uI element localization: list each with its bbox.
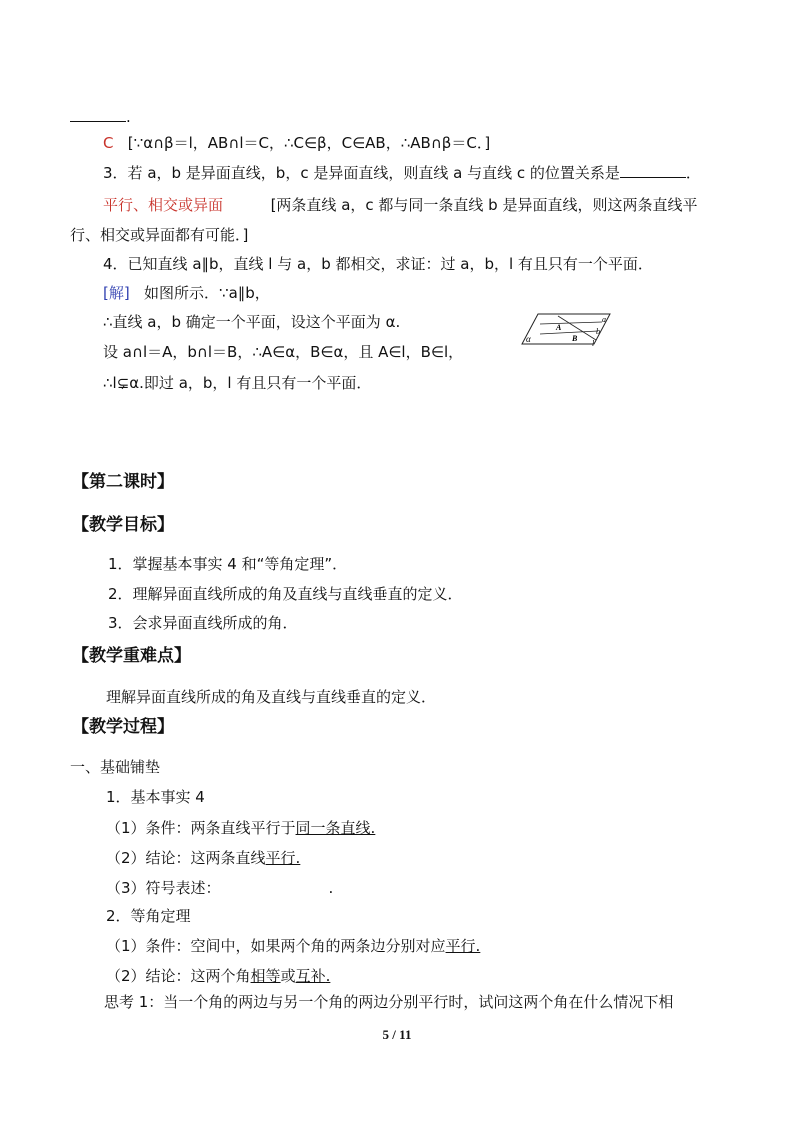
theorem-conclusion: （2）结论：这两个角相等或互补.: [106, 967, 331, 985]
q4-sol-1: [解] 如图所示．∵a∥b，: [103, 284, 270, 302]
key-text: 理解异面直线所成的角及直线与直线垂直的定义．: [106, 688, 437, 706]
plane-figure: [520, 310, 612, 348]
label-l: l: [592, 339, 595, 348]
q3-answer: 平行、相交或异面: [103, 196, 224, 214]
think-1: 思考 1：当一个角的两边与另一个角的两边分别平行时，试问这两个角在什么情况下相: [104, 993, 674, 1011]
q3-question: 3．若 a，b 是异面直线，b，c 是异面直线，则直线 a 与直线 c 的位置关系是 ．: [103, 164, 701, 182]
q4-sol-2: ∴直线 a，b 确定一个平面，设这个平面为 α.: [103, 313, 401, 331]
goal-2: 2．理解异面直线所成的角及直线与直线垂直的定义．: [108, 585, 463, 603]
q2-answer-line: [103, 132, 490, 154]
q4-sol-4: ∴l⊊α.即过 a，b，l 有且只有一个平面．: [103, 374, 372, 392]
fact4-heading: 1．基本事实 4: [106, 788, 205, 806]
fact4-condition: （1）条件：两条直线平行于同一条直线.: [106, 819, 376, 837]
label-a: a: [602, 315, 606, 324]
theorem-condition: （1）条件：空间中，如果两个角的两条边分别对应平行.: [106, 937, 481, 955]
label-B: B: [572, 334, 578, 343]
section-lesson2: 【第二课时】: [72, 472, 174, 492]
answer-blank-top: .: [70, 106, 131, 128]
q2-reason: [∵α∩β＝l，AB∩l＝C，∴C∈β，C∈AB，∴AB∩β＝C．]: [127, 134, 491, 152]
solution-tag: [解]: [103, 284, 130, 302]
label-b: b: [596, 327, 600, 336]
part-1-heading: 一、基础铺垫: [70, 758, 161, 776]
theorem-heading: 2．等角定理: [106, 907, 191, 925]
q3-reason: [两条直线 a，c 都与同一条直线 b 是异面直线，则这两条直线平: [270, 196, 698, 214]
goal-3: 3．会求异面直线所成的角．: [108, 614, 298, 632]
q4-sol-3: 设 a∩l＝A，b∩l＝B，∴A∈α，B∈α，且 A∈l，B∈l，: [103, 343, 464, 361]
q3-reason-cont: 行、相交或异面都有可能．]: [70, 226, 249, 244]
section-process: 【教学过程】: [72, 717, 174, 737]
goal-1: 1．掌握基本事实 4 和“等角定理”．: [108, 555, 348, 573]
q3-answer-line: [103, 194, 697, 216]
line-a: [540, 322, 602, 324]
section-key: 【教学重难点】: [72, 646, 191, 666]
section-goals: 【教学目标】: [72, 515, 174, 535]
fact4-symbol: （3）符号表述： .: [106, 879, 334, 897]
fact4-conclusion: （2）结论：这两条直线平行.: [106, 849, 301, 867]
q2-answer: C: [103, 134, 114, 152]
line-b: [540, 331, 598, 334]
page-number: 5 / 11: [382, 1027, 412, 1042]
q4-question: 4．已知直线 a∥b，直线 l 与 a，b 都相交，求证：过 a，b，l 有且只有一个平面．: [103, 255, 653, 273]
label-alpha: α: [526, 334, 531, 344]
label-A: A: [556, 323, 562, 332]
